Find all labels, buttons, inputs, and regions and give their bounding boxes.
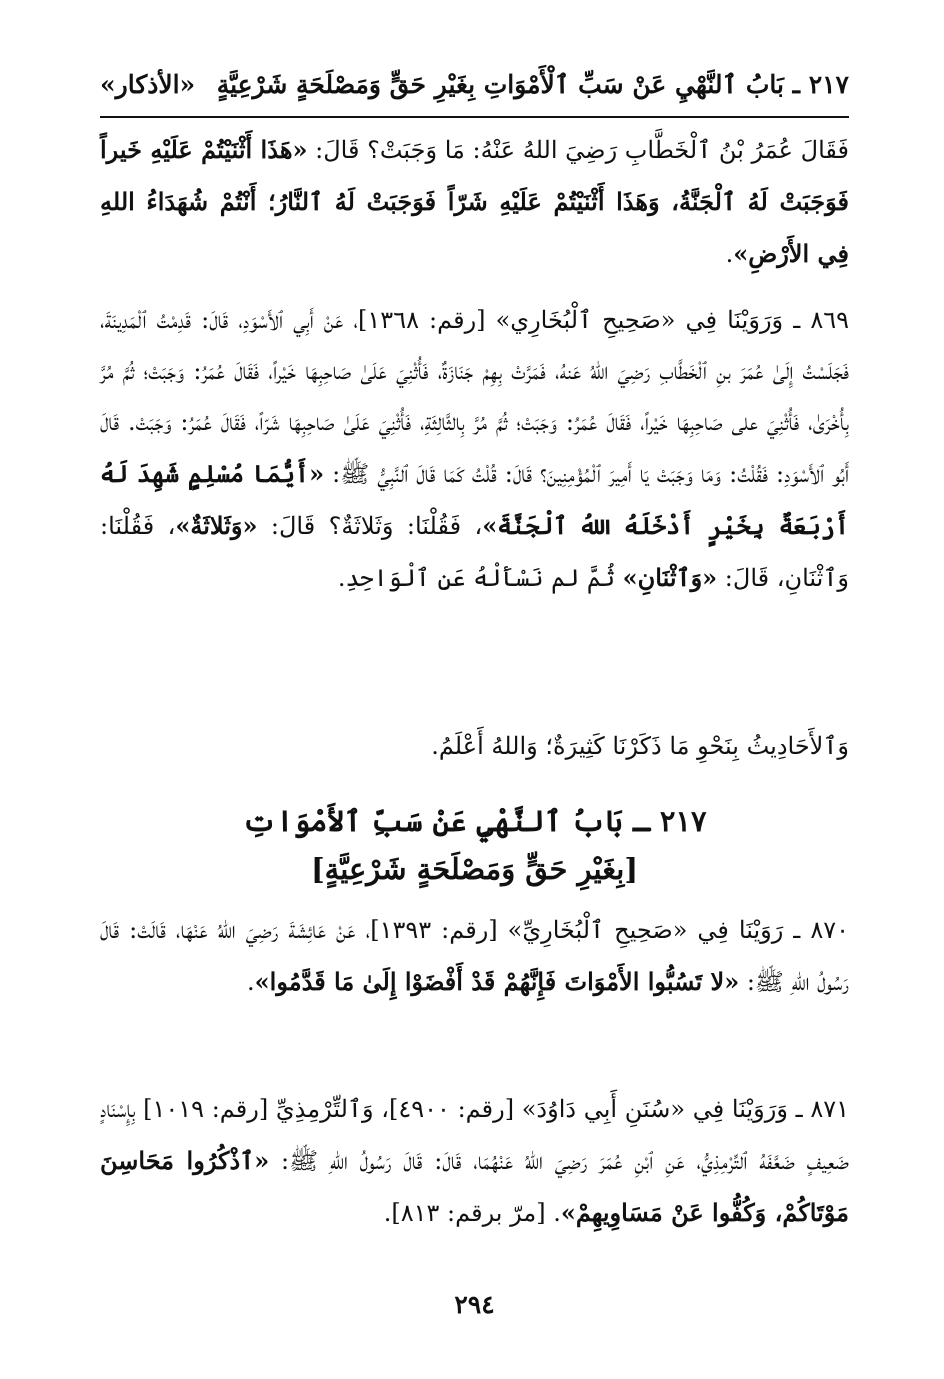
hadith-871-end: . [مرّ برقم: ٨١٣]. xyxy=(383,1199,561,1227)
page-number: ٢٩٤ xyxy=(454,1290,495,1319)
chapter-heading-line-2: [بِغَيْرِ حَقٍّ وَمَصْلَحَةٍ شَرْعِيَّةٍ] xyxy=(310,852,639,886)
hadith-870-text: ٨٧٠ ـ رَوَيْنَا فِي «صَحِيحِ ٱلْبُخَارِيِّ» [رقم: ١٣٩٣]، عَنْ عَائِشَةَ رَضِيَ اللهُ عَنْهَا، قَالَتْ: قَالَ رَسُولُ اللهِ ﷺ: xyxy=(100,916,850,996)
closing-remark xyxy=(100,721,849,772)
hadith-869-text-4: ثُمَّ لم نَسْأَلْهُ عَنِ ٱلْوَاحِدِ. xyxy=(337,564,623,592)
running-header xyxy=(100,62,849,106)
hadith-870-paragraph xyxy=(100,905,849,1008)
closing-text: وَٱلأَحَادِيثُ بِنَحْوِ مَا ذَكَرْنَا كَثِيرَةٌ؛ وَاللهُ أَعْلَمُ. xyxy=(431,732,849,760)
chapter-heading xyxy=(100,797,849,893)
intro-end: . xyxy=(725,240,734,268)
intro-text: فَقَالَ عُمَرُ بْنُ ٱلْخَطَّابِ رَضِيَ اللهُ عَنْهُ: مَا وَجَبَتْ؟ قَالَ: xyxy=(307,136,849,164)
running-book-title: «الأذكار» xyxy=(100,69,196,99)
intro-paragraph xyxy=(100,124,849,280)
hadith-869-paragraph xyxy=(100,295,849,604)
hadith-871-quote: «ٱذْكُرُوا مَحَاسِنَ مَوْتَاكُمْ، وَكُفُّوا عَنْ مَسَاوِيهِمْ» xyxy=(100,1146,849,1227)
hadith-869-text-3: ، فَقُلْنَا: وَٱثْنَانِ، قَالَ: xyxy=(100,512,849,592)
hadith-871-paragraph xyxy=(100,1084,849,1239)
hadith-869-text-2: ، فَقُلْنَا: وَثَلاثَةٌ؟ قَالَ: xyxy=(257,512,483,540)
hadith-869-quote-2: «وَثَلاثَةٌ» xyxy=(175,511,258,540)
intro-quote: «هَذَا أَثْنَيْتُمْ عَلَيْهِ خَيراً فَوَجَبَتْ لَهُ ٱلْجَنَّةُ، وَهَذَا أَثْنَيْتُمْ عَلَيْهِ شَرّاً فَوَجَبَتْ لَهُ ٱلنَّارُ؛ أَنْتُمْ شُهَدَاءُ اللهِ فِي الأَرْضِ» xyxy=(100,135,849,268)
hadith-870-quote: «لا تَسُبُّوا الأَمْوَاتَ فَإِنَّهُمْ قَدْ أَفْضَوْا إِلَىٰ مَا قَدَّمُوا» xyxy=(254,967,740,996)
hadith-869-text: ٨٦٩ ـ وَرَوَيْنَا فِي «صَحِيحِ ٱلْبُخَارِي» [رقم: ١٣٦٨]، عَنْ أَبِي ٱلأَسْوَدِ، قَالَ: قَدِمْتُ ٱلْمَدِينَةَ، فَجَلَسْتُ إِلَىٰ عُمَرَ بنِ ٱلْخَطَّابِ رَضِيَ اللهُ عَنهُ، فَمَرَّتْ بِهِمْ جَنَازَةٌ، فَأُثْنِيَ عَلَىٰ صَاحِبِهَا خَيْراً، فَقَالَ عُمَرُ: وَجَبَتْ؛ ثُمَّ مُرَّ بِأُخْرَىٰ، فَأُثْنِيَ على صَاحِبِهَا خَيْراً، فَقَالَ عُمَرُ: وَجَبَتْ؛ ثُمَّ مُرَّ بِالثَّالِثَةِ، فَأُثْنِيَ عَلَىٰ صَاحِبِهَا شَرّاً، فَقَالَ عُمَرُ: وَجَبَتْ. قَالَ أَبُو ٱلأَسْوَدِ: فَقُلْتُ: وَمَا وَجَبَتْ يَا أَمِيرَ ٱلْمُؤْمِنِينَ؟ قَالَ: قُلْتُ كَمَا قَالَ ٱلنَّبِيُّ ﷺ: xyxy=(100,306,850,488)
hadith-870-end: . xyxy=(247,968,255,996)
running-chapter-title: ٢١٧ ـ بَابُ ٱلنَّهْيِ عَنْ سَبِّ ٱلْأَمْوَاتِ بِغَيْرِ حَقٍّ وَمَصْلَحَةٍ شَرْعِيَّةٍ xyxy=(216,69,849,99)
hadith-869-quote-3: «وَٱثْنَانِ» xyxy=(622,563,718,592)
hadith-871-text: ٨٧١ ـ وَرَوَيْنَا فِي «سُنَنِ أَبِي دَاوُدَ» [رقم: ٤٩٠٠]، وَٱلتِّرْمِذِيِّ [رقم: ١٠١٩] بِإِسْنَادٍ ضَعِيفٍ ضَعَّفَهُ ٱلتِّرْمِذِيُّ، عَنِ ٱبْنِ عُمَرَ رَضِيَ اللهُ عَنْهُمَا، قَالَ: قَالَ رَسُولُ اللهِ ﷺ: xyxy=(100,1095,849,1175)
hadith-869-quote-1: «أَيُّمَا مُسْلِمٍ شَهِدَ لَهُ أَرْبَعَةٌ بِخَيْرٍ أَدْخَلَهُ اللهُ ٱلْجَنَّةَ» xyxy=(100,459,849,540)
chapter-heading-line-1: ٢١٧ ـ بَابُ ٱلنَّهْيِ عَنْ سَبِّ ٱلأَمْوَاتِ xyxy=(242,804,707,838)
header-divider xyxy=(100,116,849,118)
